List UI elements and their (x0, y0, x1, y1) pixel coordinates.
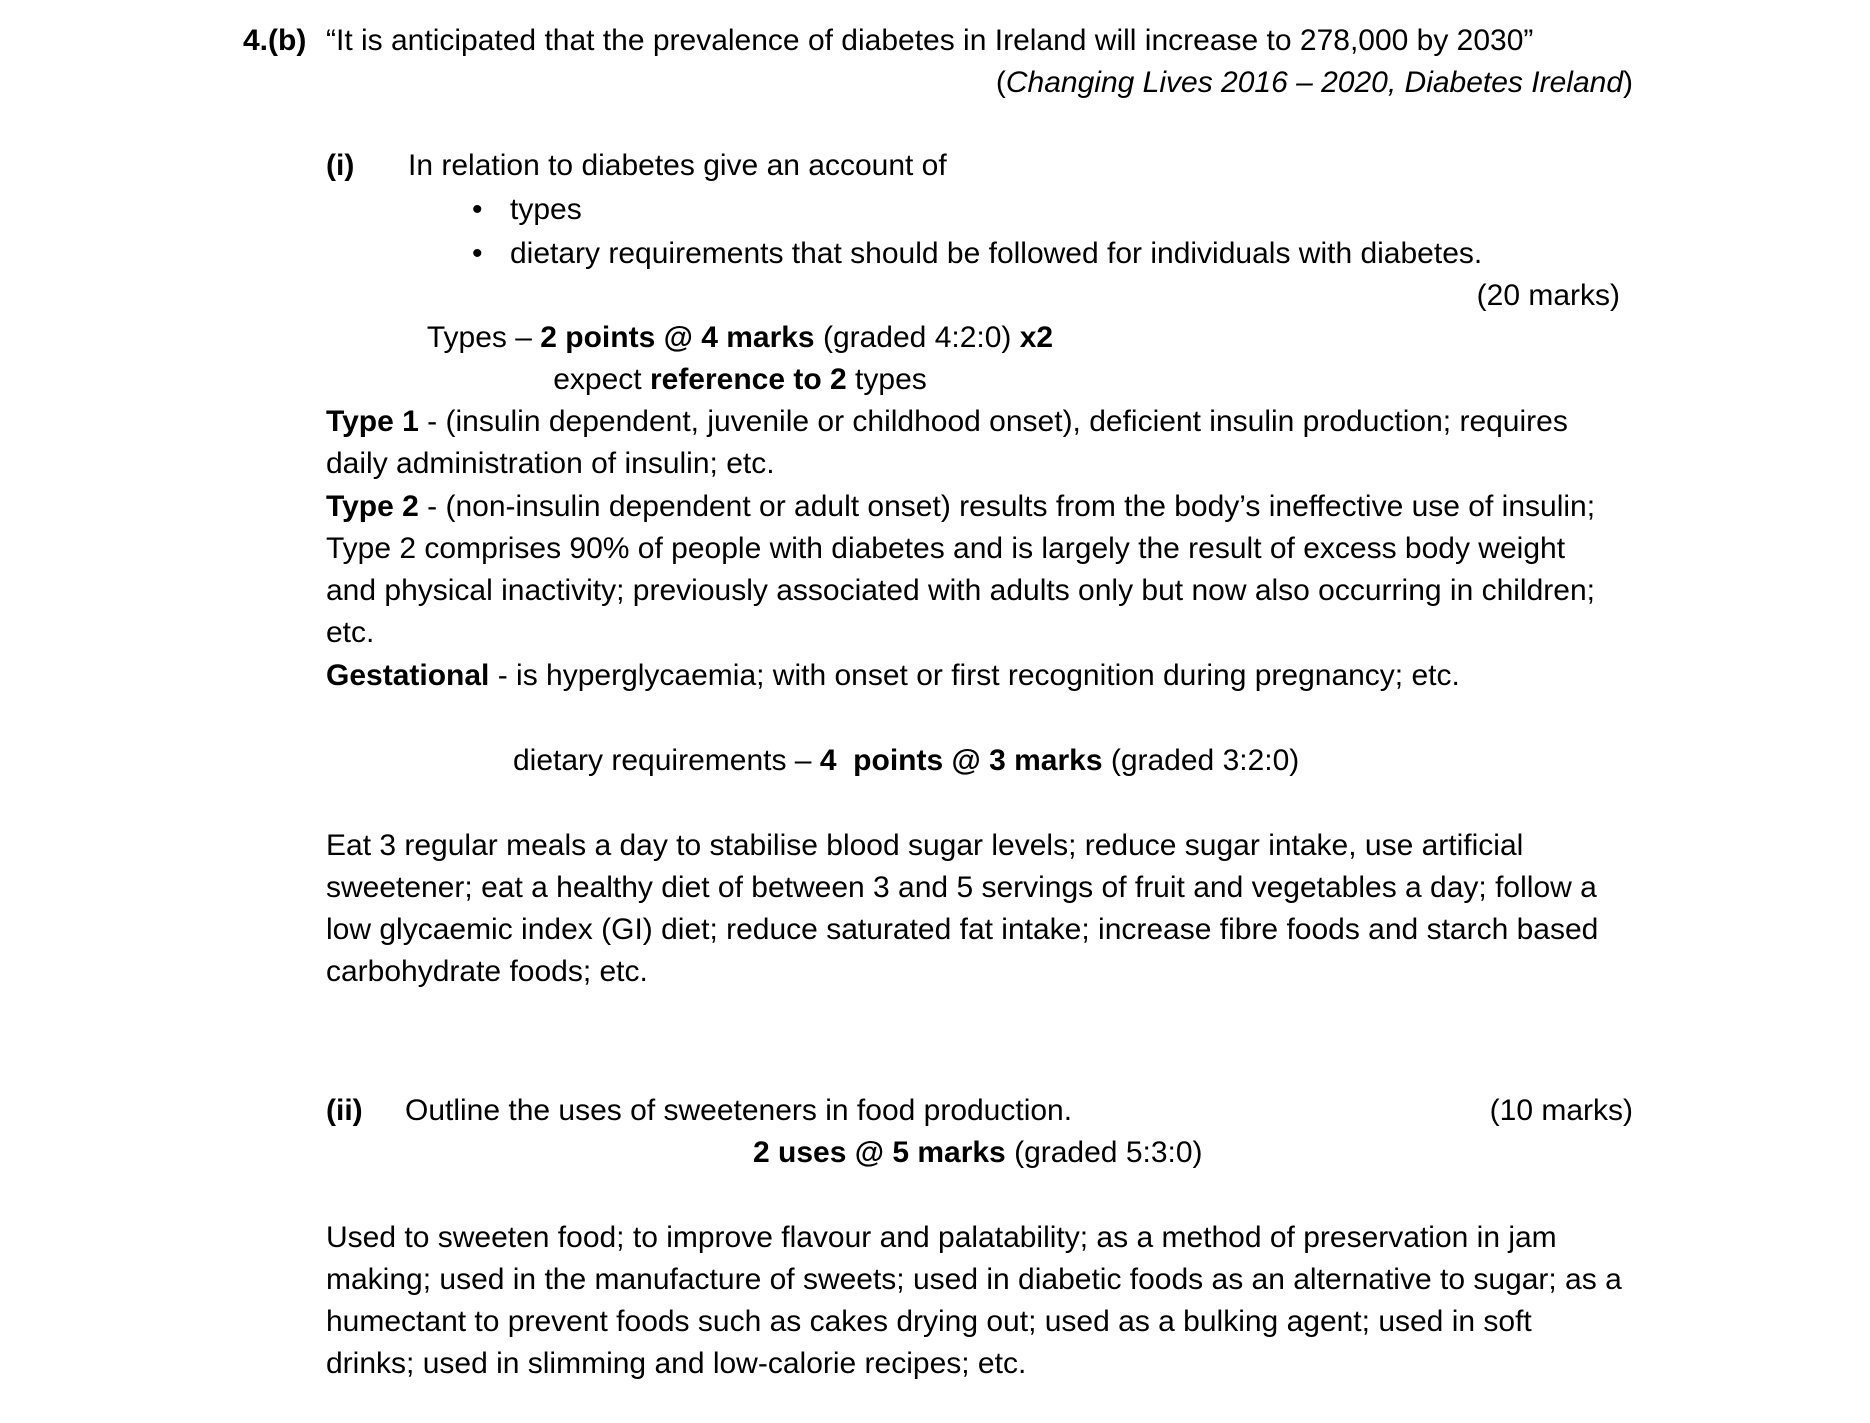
types-scheme (0, 317, 1870, 359)
part-ii-scheme (753, 1132, 1203, 1174)
part-i-label: (i) (326, 149, 355, 182)
expect-suffix: types (846, 363, 927, 396)
types-scheme-graded: (graded 4:2:0) (814, 321, 1020, 354)
part-i-prompt: In relation to diabetes give an account of (408, 149, 947, 182)
expect-bold: reference to 2 (649, 363, 847, 396)
part-ii-scheme-uses: 2 uses @ 5 marks (753, 1136, 1006, 1169)
question-quote: “It is anticipated that the prevalence of diabetes in Ireland will increase to 278,000 by 2030” (326, 24, 1534, 57)
diet-scheme-points: 4 points @ 3 marks (819, 744, 1103, 777)
type2-paragraph (326, 486, 1616, 654)
type2-text: - (non-insulin dependent or adult onset) results from the body’s ineffective use of insulin; Type 2 comprises 90% of people with diabetes and is largely the result of excess body weight and physical inactivity; previously associated with adults only but now also occurring in children; etc. (326, 490, 1596, 649)
citation-close: ) (1623, 66, 1633, 99)
diet-scheme-graded: (graded 3:2:0) (1102, 744, 1300, 777)
part-ii-label: (ii) (326, 1094, 363, 1127)
citation-open: ( (995, 66, 1006, 99)
gestational-paragraph (326, 655, 1626, 697)
diet-answer: Eat 3 regular meals a day to stabilise blood sugar levels; reduce sugar intake, use artificial sweetener; eat a healthy diet of between 3 and 5 servings of fruit and vegetables a day; follow a low glycaemic index (GI) diet; reduce saturated fat intake; increase fibre foods and starch based carbohydrate foods; etc. (326, 829, 1599, 988)
expect-prefix: expect (553, 363, 650, 396)
types-scheme-prefix: Types – (426, 321, 541, 354)
type1-paragraph (326, 401, 1616, 485)
question-number: 4.(b) (243, 24, 307, 57)
type2-label: Type 2 (326, 490, 419, 523)
bullet-text: types (510, 193, 582, 226)
bullet-dot-icon: • (472, 237, 483, 270)
gestational-label: Gestational (326, 659, 490, 692)
expect-line (0, 359, 1870, 401)
citation (996, 62, 1633, 104)
part-i-marks: (20 marks) (1476, 279, 1620, 312)
bullet-dot-icon: • (472, 193, 483, 226)
part-ii-prompt: Outline the uses of sweeteners in food production. (405, 1094, 1073, 1127)
diet-scheme (513, 740, 1299, 782)
citation-text: Changing Lives 2016 – 2020, Diabetes Ireland (1005, 66, 1623, 99)
bullet-item (472, 233, 1483, 275)
types-scheme-multiplier: x2 (1019, 321, 1054, 354)
part-ii-scheme-graded: (graded 5:3:0) (1005, 1136, 1203, 1169)
bullet-text: dietary requirements that should be followed for individuals with diabetes. (510, 237, 1483, 270)
type1-label: Type 1 (326, 405, 419, 438)
type1-text: - (insulin dependent, juvenile or childhood onset), deficient insulin production; requires daily administration of insulin; etc. (326, 405, 1568, 480)
diet-scheme-prefix: dietary requirements – (513, 744, 820, 777)
part-ii-answer: Used to sweeten food; to improve flavour and palatability; as a method of preservation in jam making; used in the manufacture of sweets; used in diabetic foods as an alternative to sugar; as a humectant to prevent foods such as cakes drying out; used as a bulking agent; used in soft drinks; used in slimming and low-calorie recipes; etc. (326, 1221, 1622, 1380)
part-ii-marks: (10 marks) (1489, 1094, 1633, 1127)
bullet-item (472, 189, 582, 231)
gestational-text: - is hyperglycaemia; with onset or first recognition during pregnancy; etc. (489, 659, 1460, 692)
types-scheme-points: 2 points @ 4 marks (540, 321, 815, 354)
